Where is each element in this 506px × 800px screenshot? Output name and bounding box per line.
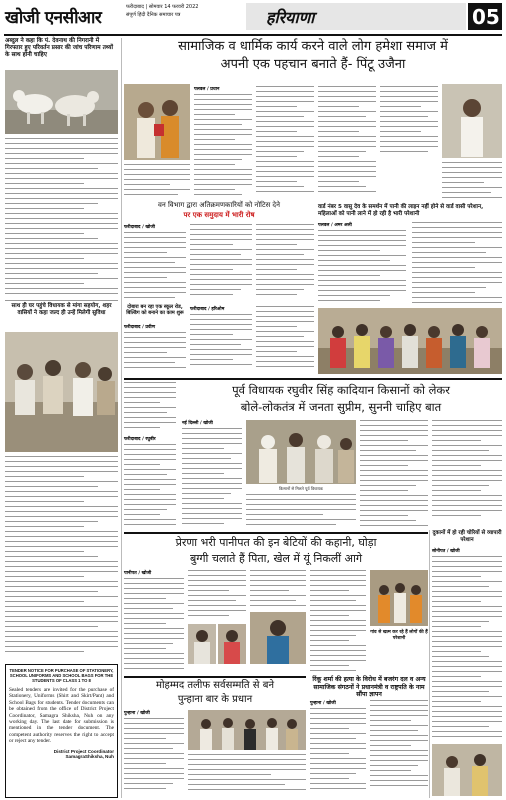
top-article-col2	[256, 86, 314, 198]
mid-right-headline: रिंकू शर्मा की हत्या के विरोध में बजरंग दल व अन्य सामाजिक संगठनों ने प्रधानमंत्री व राष्ट्रपति के नाम सौंपा ज्ञापन	[312, 676, 426, 699]
big-headline-2-line2: बोले-लोकतंत्र में जनता सुप्रीम, सुननी चाहिए बात	[240, 400, 442, 414]
tender-title: TENDER NOTICE FOR PURCHASE OF STATIONERY, SCHOOL UNIFORMS AND SCHOOL BAGS FOR THE STUDENTS OF CLASS 1 TO 8	[9, 668, 114, 683]
daughters-photo-3	[250, 612, 306, 664]
big-headline-2-line1: पूर्व विधायक रघुवीर सिंह कादियान किसानों को लेकर	[232, 383, 450, 397]
masthead-tagline: संपूर्ण हिंदी दैनिक समाचार पत्र	[126, 12, 181, 18]
column-rule-2	[429, 530, 430, 798]
rinku-col2	[370, 700, 428, 796]
forest-article-col1	[124, 232, 186, 302]
left-column	[5, 38, 118, 798]
byline-11: पुन्हाना / खोजी	[310, 701, 336, 706]
ward-photo	[442, 84, 502, 158]
byline-6: नई दिल्ली / खोजी	[182, 421, 213, 426]
sub-headline-1-line2: पर एक समुदाय में भारी रोष	[183, 211, 255, 219]
byline-2: फरीदाबाद / खोजी	[124, 225, 155, 230]
divider-mid-2	[124, 532, 428, 534]
page-number-box	[468, 3, 502, 30]
top-article-col3	[318, 86, 376, 198]
daughters-col3	[250, 570, 306, 610]
daughters-col1	[124, 578, 184, 672]
page-number: 05	[472, 5, 500, 29]
left-top-headline: अब्दुल ने कहा कि पं. देवनाथ की निगरानी में गिरफ्तार हुए परिवर्तन प्रसार की जांच परिणाम तथ्यों के साथ होनी चाहिए	[5, 38, 114, 58]
bottom-headline-line1: मोहम्मद तलीफ सर्वसम्मति से बने	[155, 680, 274, 691]
byline-7: फरीदाबाद / रघुबीर	[124, 437, 156, 442]
masthead-divider	[4, 34, 502, 36]
big-headline-3-line1: प्रेरणा भरी पानीपत की इन बेटियों की कहानी, घोड़ा	[175, 536, 377, 549]
forest-article-col3	[256, 224, 314, 302]
big-headline-3	[124, 535, 428, 567]
top-article-col5	[442, 162, 502, 202]
water-article-col1	[318, 230, 406, 306]
women-photo	[318, 308, 502, 374]
masthead-logo	[5, 2, 123, 32]
sub-headline-1-line1: वन विभाग द्वारा अतिक्रमणकारियों को नोटिस देने	[157, 201, 281, 209]
byline-3: पलवल / अमर अली	[318, 223, 352, 228]
byline-4: फरीदाबाद / प्रवीण	[124, 325, 156, 330]
tender-notice	[5, 664, 118, 798]
raghubir-col	[124, 444, 176, 528]
school-article-col4	[124, 382, 176, 430]
big-headline-3-line2: बुग्गी चलाते हैं पिता, खेल में यूं निकलीं आगे	[189, 552, 363, 565]
honor-photo	[124, 84, 190, 160]
masthead-date: फरीदाबाद | सोमवार 14 फरवरी 2022	[126, 4, 199, 10]
byline-1: पलवल / प्रधान	[194, 87, 220, 92]
rinku-col1	[310, 708, 366, 796]
side-headline-right: वार्ड नंबर 5 वासु देव के समर्थन में पानी की लाइन नहीं होने से वार्ड वासी परेशान, महिलाओं को पानी लाने में हो रही है भारी परेशानी	[318, 204, 484, 217]
tender-signature-2: SamagraShiksha, Nuh	[65, 753, 114, 759]
daughters-col4	[310, 570, 366, 672]
left-divider-1	[5, 300, 118, 301]
main-headline-line1: सामाजिक व धार्मिक कार्य करने वाले लोग हमेशा समाज में	[178, 39, 448, 54]
farmers-photo	[246, 420, 356, 484]
tender-signature-1: District Project Coordinator	[53, 748, 114, 754]
masthead-meta	[126, 3, 244, 29]
sub-headline-1	[124, 200, 314, 220]
divider-mid-1	[124, 378, 502, 380]
section-title: हरियाणा	[266, 8, 315, 27]
bar-photo	[188, 710, 306, 750]
main-headline	[124, 38, 502, 82]
right-small-headline: गांव से खत्म कर रहे हैं लोगों की हैं परेशानी	[370, 630, 428, 641]
farmers-col1	[182, 428, 242, 528]
bottom-headline	[124, 679, 306, 707]
forest-article-col2	[190, 224, 252, 302]
water-article-col2	[412, 222, 502, 306]
bar-col1	[124, 718, 184, 796]
goats-photo	[5, 70, 118, 134]
right-box-headline: दुकानों में हो रही चोरियों से व्यापारी परेशान	[432, 530, 502, 543]
divider-mid-3	[124, 676, 306, 678]
left-article-text-1	[5, 138, 118, 298]
small-headline-center: दोबारा बन रहा एक स्कूल रोड, बिल्डिंग को बनाने का काम शुरू	[126, 304, 184, 317]
farmers-col4	[432, 420, 502, 520]
tender-body: Sealed tenders are invited for the purchase of Stationery, Uniforms (Shirt and Skirt/Pant) and School Bags for students. Tender documents can be obtained from the office of District Project Coordinator, Samagra Shiksha, Nuh on any working day. The last date for submission is mentioned in the tender document. The competent authority reserves the right to accept or reject any tender.	[9, 687, 114, 745]
masthead	[0, 0, 506, 34]
main-headline-line2: अपनी एक पहचान बनाते हैं- पिंटू उजैना	[220, 57, 406, 72]
photo-under-text	[124, 164, 190, 200]
meeting-photo	[5, 332, 118, 452]
column-rule-1	[121, 38, 122, 798]
school-article	[124, 332, 186, 372]
school-article-col3	[256, 306, 314, 372]
top-article-col1	[194, 94, 252, 198]
shop-photo	[432, 744, 502, 796]
daughters-col2	[188, 570, 246, 622]
bar-col2	[188, 754, 306, 796]
caption-3: किसानों से मिलते पूर्व विधायक	[279, 486, 323, 491]
left-article-text-2	[5, 456, 118, 656]
daughters-photo-1	[188, 624, 216, 664]
paper-name: खोजी एनसीआर	[5, 8, 102, 28]
big-headline-2	[180, 382, 502, 416]
shops-article	[432, 556, 502, 740]
school-article-col2	[190, 314, 252, 372]
section-bar	[246, 3, 466, 30]
byline-9: पुन्हाना / खोजी	[124, 711, 150, 716]
byline-5: फरीदाबाद / हरिओम	[190, 307, 225, 312]
byline-8: पानीपत / खोजी	[124, 571, 152, 576]
byline-10: सोनीपत / खोजी	[432, 549, 460, 554]
farmers-col2	[246, 494, 356, 528]
top-article-col4	[380, 86, 438, 158]
bottom-headline-line2: पुन्हाना बार के प्रधान	[177, 694, 253, 705]
left-mid-headline: साथ ही घर पहुंचे विधायक से मांगा सहयोग, शहर वासियों ने कहा जल्द ही उन्हें मिलेगी सुविधा	[11, 303, 112, 316]
farmers-col3	[360, 420, 428, 528]
bajrang-photo	[370, 570, 428, 626]
daughters-photo-2	[218, 624, 246, 664]
